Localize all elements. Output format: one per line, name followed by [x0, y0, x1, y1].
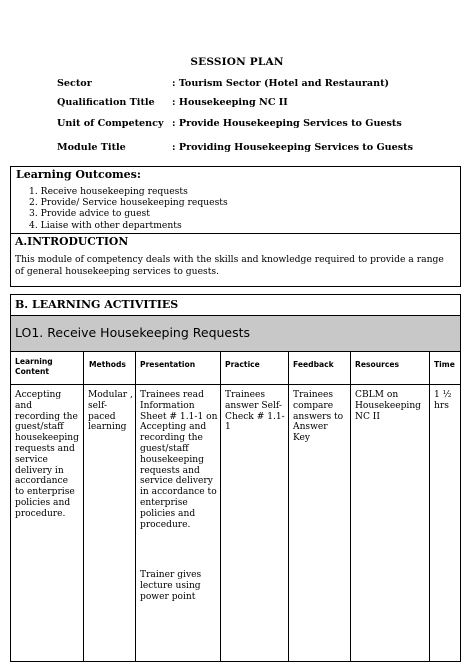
column-divider — [350, 352, 351, 661]
column-header-methods: Methods — [89, 360, 126, 369]
learning-activities-title: B. LEARNING ACTIVITIES — [15, 298, 179, 311]
sector-label: Sector — [57, 78, 92, 89]
qualification-value: : Housekeeping NC II — [172, 97, 288, 108]
list-item: 2. Provide/ Service housekeeping requests — [29, 197, 228, 209]
unit-label: Unit of Competency — [57, 118, 164, 129]
qualification-label: Qualification Title — [57, 97, 155, 108]
lo1-header — [10, 315, 461, 352]
learning-activities-box — [10, 294, 461, 316]
introduction-box — [10, 233, 461, 287]
lo1-title: LO1. Receive Housekeeping Requests — [15, 325, 251, 340]
list-item: 1. Receive housekeeping requests — [29, 186, 188, 197]
cell-time: 1 ½ hrs — [434, 390, 452, 411]
column-divider — [220, 352, 221, 661]
list-item: 4. Liaise with other departments — [29, 219, 182, 231]
cell-presentation: Trainees read Information Sheet # 1.1-1 on Accepting and recording the guest/staff housekeeping requests and service delivery in accordance to enterprise policies and procedure. — [140, 390, 218, 530]
activities-table — [10, 351, 461, 662]
sector-value: : Tourism Sector (Hotel and Restaurant) — [172, 78, 390, 89]
column-divider — [83, 352, 84, 661]
module-label: Module Title — [57, 142, 126, 153]
cell-learning-content: Accepting and recording the guest/staff housekeeping requests and service delivery in accordance to enterprise policies and procedure. — [15, 390, 79, 519]
column-header-practice: Practice — [225, 360, 260, 369]
learning-outcomes-title: Learning Outcomes: — [16, 168, 141, 181]
cell-practice: Trainees answer Self-Check # 1.1-1 — [225, 390, 285, 433]
learning-outcomes-box — [10, 166, 461, 234]
cell-resources: CBLM on Housekeeping NC II — [355, 390, 421, 422]
column-header-presentation: Presentation — [140, 360, 196, 369]
header-divider — [11, 384, 460, 385]
list-item: 3. Provide advice to guest — [29, 208, 150, 220]
cell-methods: Modular , self-paced learning — [88, 390, 133, 433]
cell-presentation-extra: Trainer gives lecture using power point — [140, 570, 202, 602]
session-plan-title: SESSION PLAN — [190, 56, 284, 68]
column-header-resources: Resources — [355, 360, 400, 369]
column-divider — [429, 352, 430, 661]
learning-outcomes-list — [29, 186, 228, 231]
module-value: : Providing Housekeeping Services to Guests — [172, 142, 413, 153]
introduction-text: This module of competency deals with the skills and knowledge required to provide a range of general housekeeping services to guests. — [15, 254, 444, 278]
column-divider — [135, 352, 136, 661]
column-header-time: Time — [434, 360, 455, 369]
column-header-feedback: Feedback — [293, 360, 334, 369]
unit-value: : Provide Housekeeping Services to Guests — [172, 118, 402, 129]
column-header-learning-content: Learning Content — [15, 357, 53, 376]
introduction-title: A.INTRODUCTION — [15, 235, 129, 248]
column-divider — [288, 352, 289, 661]
cell-feedback: Trainees compare answers to Answer Key — [293, 390, 344, 444]
